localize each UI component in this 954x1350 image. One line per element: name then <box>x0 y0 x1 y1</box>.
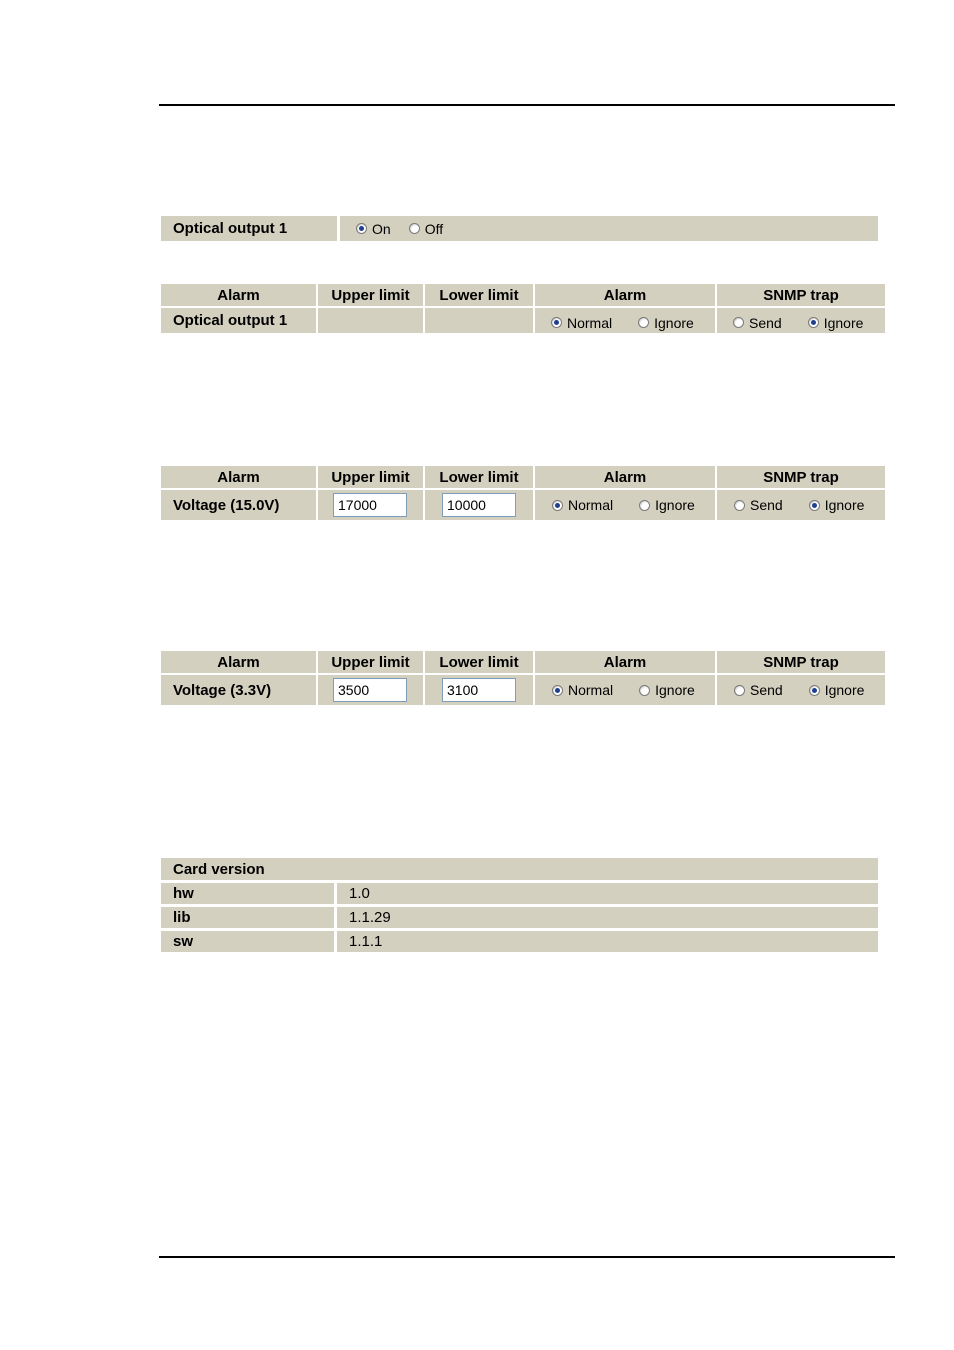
optical-output-toggle <box>340 216 878 241</box>
version-value-hw: 1.0 <box>337 883 878 904</box>
header-snmp-trap: SNMP trap <box>717 284 885 306</box>
alarm-ignore-indicator[interactable] <box>639 500 650 511</box>
version-key-sw: sw <box>161 931 334 952</box>
upper-limit-input[interactable] <box>333 493 407 517</box>
snmp-ignore-radio[interactable] <box>809 683 865 697</box>
snmp-send-indicator[interactable] <box>734 685 745 696</box>
snmp-send-radio[interactable] <box>733 316 782 330</box>
snmp-send-label: Send <box>750 682 783 698</box>
alarm-ignore-label: Ignore <box>655 497 695 513</box>
snmp-ignore-indicator[interactable] <box>809 500 820 511</box>
header-snmp-trap: SNMP trap <box>717 466 885 488</box>
row-name: Voltage (15.0V) <box>161 490 316 520</box>
radio-off-indicator[interactable] <box>409 223 420 234</box>
header-alarm: Alarm <box>161 651 316 673</box>
header-lower-limit: Lower limit <box>425 284 533 306</box>
snmp-ignore-indicator[interactable] <box>809 685 820 696</box>
alarm-ignore-label: Ignore <box>655 682 695 698</box>
header-lower-limit: Lower limit <box>425 466 533 488</box>
footer-rule <box>159 1256 895 1258</box>
alarm-ignore-radio[interactable] <box>639 683 695 697</box>
version-key-lib: lib <box>161 907 334 928</box>
alarm-ignore-indicator[interactable] <box>638 317 649 328</box>
snmp-trap-cell <box>717 490 885 520</box>
alarm-normal-indicator[interactable] <box>552 685 563 696</box>
alarm-normal-radio[interactable] <box>551 316 612 330</box>
lower-limit-input[interactable] <box>442 493 516 517</box>
header-alarm: Alarm <box>161 466 316 488</box>
radio-on-indicator[interactable] <box>356 223 367 234</box>
alarm-normal-label: Normal <box>568 497 614 513</box>
snmp-send-label: Send <box>750 497 783 513</box>
alarm-normal-label: Normal <box>567 314 613 331</box>
alarm-ignore-label: Ignore <box>654 314 694 331</box>
header-upper-limit: Upper limit <box>318 466 423 488</box>
alarm-normal-label: Normal <box>568 682 614 698</box>
snmp-ignore-radio[interactable] <box>809 498 865 512</box>
card-version-title: Card version <box>161 858 878 880</box>
radio-off[interactable] <box>409 222 443 236</box>
snmp-ignore-label: Ignore <box>823 314 864 331</box>
version-value-lib: 1.1.29 <box>337 907 878 928</box>
snmp-send-radio[interactable] <box>734 683 783 697</box>
lower-limit-input[interactable] <box>442 678 516 702</box>
alarm-mode-cell <box>535 308 715 333</box>
snmp-trap-cell <box>717 675 885 705</box>
alarm-normal-indicator[interactable] <box>551 317 562 328</box>
snmp-send-indicator[interactable] <box>734 500 745 511</box>
snmp-ignore-indicator[interactable] <box>808 317 819 328</box>
snmp-send-radio[interactable] <box>734 498 783 512</box>
radio-on-label: On <box>372 220 391 237</box>
radio-off-label: Off <box>424 220 444 237</box>
snmp-ignore-label: Ignore <box>824 497 865 513</box>
header-lower-limit: Lower limit <box>425 651 533 673</box>
snmp-send-indicator[interactable] <box>733 317 744 328</box>
alarm-normal-radio[interactable] <box>552 498 613 512</box>
alarm-ignore-indicator[interactable] <box>639 685 650 696</box>
alarm-mode-cell <box>535 675 715 705</box>
alarm-mode-cell <box>535 490 715 520</box>
header-upper-limit: Upper limit <box>318 651 423 673</box>
version-key-hw: hw <box>161 883 334 904</box>
row-name: Optical output 1 <box>161 308 316 333</box>
radio-on[interactable] <box>356 222 391 236</box>
version-value-sw: 1.1.1 <box>337 931 878 952</box>
alarm-normal-radio[interactable] <box>552 683 613 697</box>
header-alarm-mode: Alarm <box>535 284 715 306</box>
header-upper-limit: Upper limit <box>318 284 423 306</box>
header-rule <box>159 104 895 106</box>
snmp-ignore-radio[interactable] <box>808 316 864 330</box>
row-name: Voltage (3.3V) <box>161 675 316 705</box>
upper-limit-input[interactable] <box>333 678 407 702</box>
header-alarm-mode: Alarm <box>535 651 715 673</box>
alarm-normal-indicator[interactable] <box>552 500 563 511</box>
header-alarm: Alarm <box>161 284 316 306</box>
snmp-trap-cell <box>717 308 885 333</box>
lower-limit-empty <box>425 308 533 333</box>
header-snmp-trap: SNMP trap <box>717 651 885 673</box>
snmp-ignore-label: Ignore <box>824 682 865 698</box>
upper-limit-empty <box>318 308 423 333</box>
alarm-ignore-radio[interactable] <box>639 498 695 512</box>
optical-output-label: Optical output 1 <box>161 216 337 241</box>
alarm-ignore-radio[interactable] <box>638 316 694 330</box>
header-alarm-mode: Alarm <box>535 466 715 488</box>
snmp-send-label: Send <box>749 314 782 331</box>
